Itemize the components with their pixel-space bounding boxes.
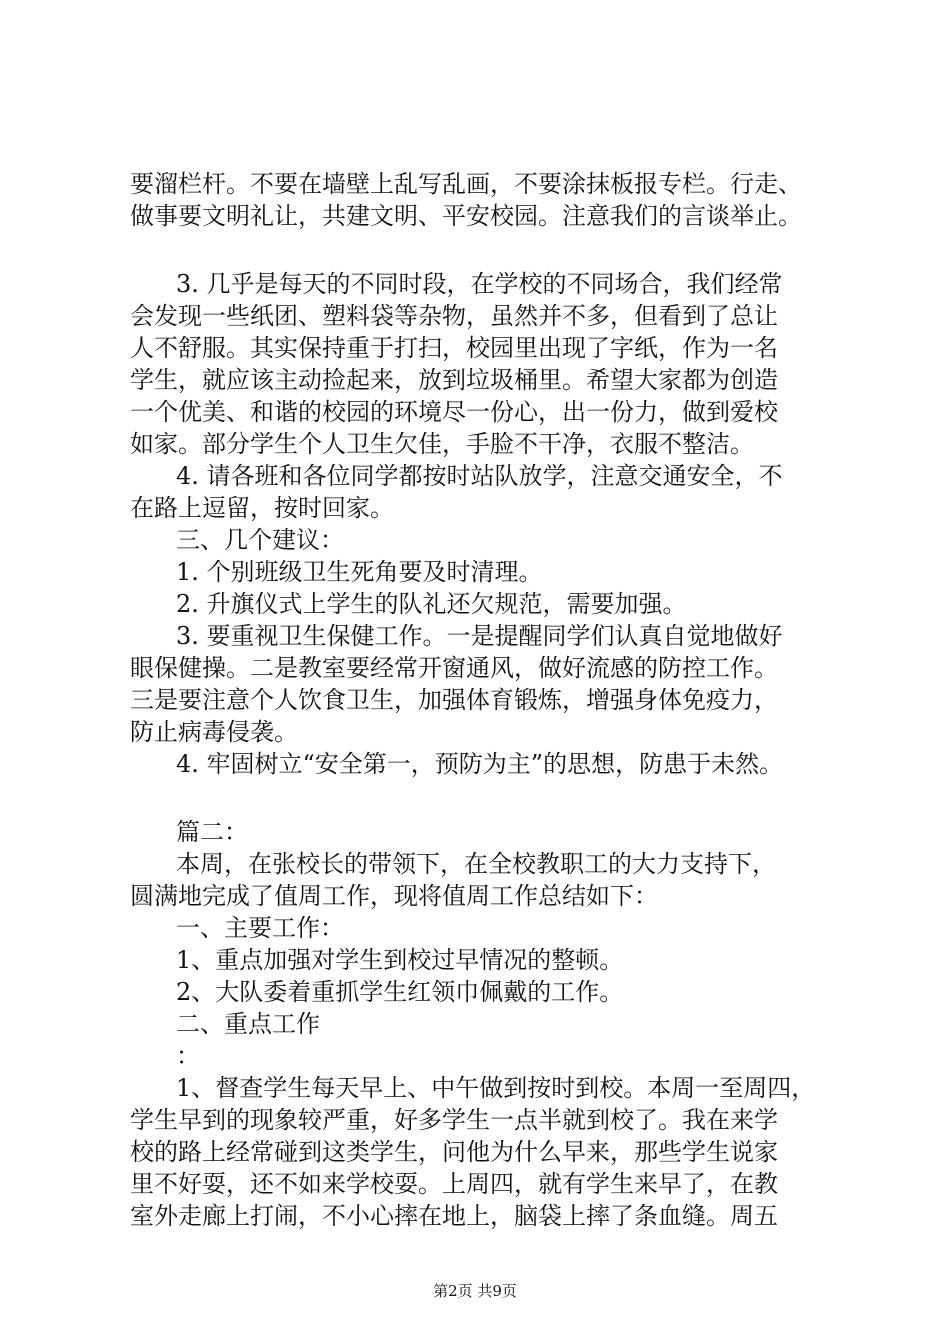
document-body (130, 168, 852, 1232)
text-line: 学生，就应该主动捡起来，放到垃圾桶里。希望大家都为创造 (130, 366, 778, 394)
section-heading: 一、主要工作： (176, 914, 344, 942)
text-line: 会发现一些纸团、塑料袋等杂物，虽然并不多，但看到了总让 (130, 302, 778, 330)
paragraph-gap (130, 780, 852, 816)
text-line: 校的路上经常碰到这类学生，问他为什么早来，那些学生说家 (130, 1138, 778, 1166)
text-line: 做事要文明礼让，共建文明、平安校园。注意我们的言谈举止。 (130, 202, 802, 230)
text-line: 1、重点加强对学生到校过早情况的整顿。 (176, 946, 624, 974)
text-line: 2、大队委着重抓学生红领巾佩戴的工作。 (176, 978, 624, 1006)
text-line: 里不好耍，还不如来学校耍。上周四，就有学生来早了，在教 (130, 1170, 778, 1198)
page-number-footer: 第2页 共9页 (433, 1282, 517, 1300)
text-line: 室外走廊上打闹，不小心摔在地上，脑袋上摔了条血缝。周五 (130, 1202, 778, 1230)
text-line: 在路上逗留，按时回家。 (130, 494, 394, 522)
text-line: 眼保健操。二是教室要经常开窗通风，做好流感的防控工作。 (130, 654, 778, 682)
text-line: 一个优美、和谐的校园的环境尽一份心，出一份力，做到爱校 (130, 398, 778, 426)
text-line: 4. 请各班和各位同学都按时站队放学，注意交通安全，不 (176, 462, 783, 490)
text-line: 学生早到的现象较严重，好多学生一点半就到校了。我在来学 (130, 1106, 778, 1134)
text-line: 3. 要重视卫生保健工作。一是提醒同学们认真自觉地做好 (176, 622, 783, 650)
section-heading: 三、几个建议： (176, 526, 344, 554)
text-line: ： (176, 1042, 200, 1070)
text-line: 三是要注意个人饮食卫生，加强体育锻炼，增强身体免疫力， (130, 686, 778, 714)
text-line: 1. 个别班级卫生死角要及时清理。 (176, 558, 543, 586)
text-line: 3. 几乎是每天的不同时段，在学校的不同场合，我们经常 (176, 270, 783, 298)
text-line: 1、督查学生每天早上、中午做到按时到校。本周一至周四， (176, 1074, 816, 1102)
section-heading: 二、重点工作 (176, 1010, 320, 1038)
text-line: 如家。部分学生个人卫生欠佳，手脸不干净，衣服不整洁。 (130, 430, 754, 458)
text-line: 要溜栏杆。不要在墙壁上乱写乱画，不要涂抹板报专栏。行走、 (130, 170, 802, 198)
text-line: 圆满地完成了值周工作，现将值周工作总结如下： (130, 882, 658, 910)
section-heading: 篇二： (176, 818, 248, 846)
text-line: 本周，在张校长的带领下，在全校教职工的大力支持下， (176, 850, 776, 878)
paragraph-gap (130, 232, 852, 268)
text-line: 4. 牢固树立“安全第一，预防为主”的思想，防患于未然。 (176, 750, 784, 778)
text-line: 2. 升旗仪式上学生的队礼还欠规范，需要加强。 (176, 590, 687, 618)
text-line: 防止病毒侵袭。 (130, 718, 298, 746)
text-line: 人不舒服。其实保持重于打扫，校园里出现了字纸，作为一名 (130, 334, 778, 362)
